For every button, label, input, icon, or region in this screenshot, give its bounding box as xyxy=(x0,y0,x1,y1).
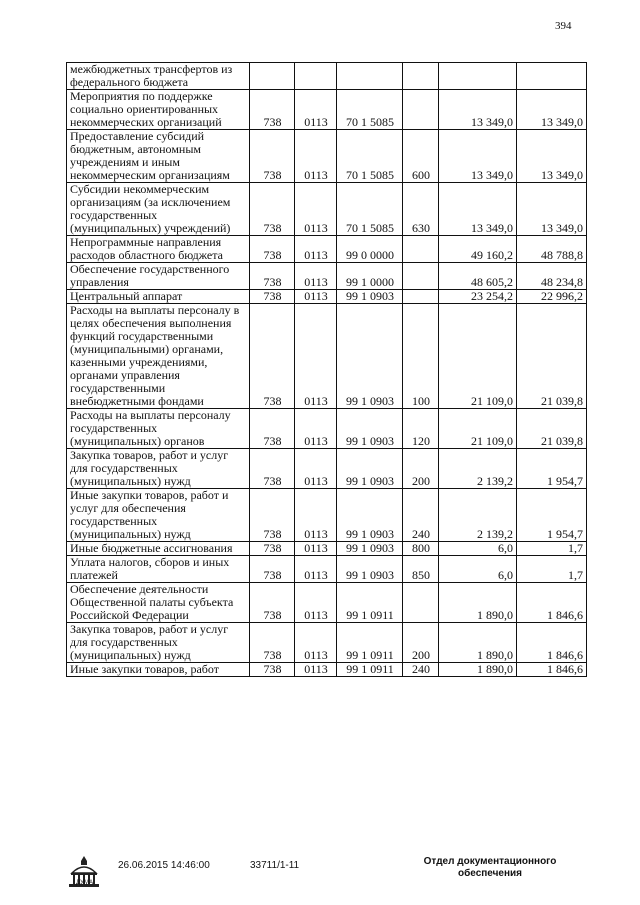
table-row xyxy=(67,409,587,449)
cell-csr xyxy=(337,63,403,90)
cell-sum-2015: 13 349,0 xyxy=(439,183,517,236)
cell-sum-2016: 48 234,8 xyxy=(517,263,587,290)
table-row xyxy=(67,304,587,409)
cell-ved: 738 xyxy=(250,449,295,489)
cell-vr xyxy=(403,90,439,130)
cell-name: Непрограммные направления расходов областного бюджета xyxy=(67,236,250,263)
cell-ved: 738 xyxy=(250,183,295,236)
cell-sum-2015: 1 890,0 xyxy=(439,663,517,677)
cell-ved: 738 xyxy=(250,263,295,290)
cell-csr: 99 1 0000 xyxy=(337,263,403,290)
cell-csr: 70 1 5085 xyxy=(337,130,403,183)
cell-vr: 850 xyxy=(403,556,439,583)
table-row xyxy=(67,542,587,556)
cell-sum-2015: 23 254,2 xyxy=(439,290,517,304)
duma-logo-icon xyxy=(64,853,104,893)
cell-ved: 738 xyxy=(250,556,295,583)
cell-name: Центральный аппарат xyxy=(67,290,250,304)
cell-sum-2016: 1 846,6 xyxy=(517,663,587,677)
cell-name: межбюджетных трансфертов из федерального бюджета xyxy=(67,63,250,90)
cell-rz: 0113 xyxy=(295,263,337,290)
cell-vr xyxy=(403,583,439,623)
cell-name: Обеспечение государственного управления xyxy=(67,263,250,290)
cell-sum-2015: 49 160,2 xyxy=(439,236,517,263)
cell-ved: 738 xyxy=(250,409,295,449)
cell-sum-2015: 21 109,0 xyxy=(439,409,517,449)
cell-vr xyxy=(403,236,439,263)
table-row xyxy=(67,556,587,583)
logo-caption: ДУМА xyxy=(76,880,93,886)
cell-sum-2016: 21 039,8 xyxy=(517,409,587,449)
cell-name: Закупка товаров, работ и услуг для государственных (муниципальных) нужд xyxy=(67,623,250,663)
cell-sum-2015: 13 349,0 xyxy=(439,130,517,183)
cell-sum-2016: 1 954,7 xyxy=(517,449,587,489)
footer-date: 26.06.2015 14:46:00 xyxy=(118,860,210,871)
cell-name: Иные закупки товаров, работ и услуг для обеспечения государственных (муниципальных) нужд xyxy=(67,489,250,542)
cell-rz: 0113 xyxy=(295,489,337,542)
cell-rz: 0113 xyxy=(295,183,337,236)
cell-sum-2015: 21 109,0 xyxy=(439,304,517,409)
cell-sum-2015 xyxy=(439,63,517,90)
cell-name: Иные закупки товаров, работ xyxy=(67,663,250,677)
cell-rz: 0113 xyxy=(295,290,337,304)
table-row xyxy=(67,63,587,90)
cell-sum-2016: 1 846,6 xyxy=(517,583,587,623)
cell-csr: 99 1 0903 xyxy=(337,409,403,449)
cell-sum-2016 xyxy=(517,63,587,90)
cell-sum-2016: 48 788,8 xyxy=(517,236,587,263)
cell-vr: 630 xyxy=(403,183,439,236)
table-row xyxy=(67,623,587,663)
cell-sum-2015: 1 890,0 xyxy=(439,583,517,623)
cell-vr xyxy=(403,63,439,90)
cell-ved: 738 xyxy=(250,623,295,663)
table-row xyxy=(67,130,587,183)
cell-ved: 738 xyxy=(250,304,295,409)
cell-csr: 70 1 5085 xyxy=(337,90,403,130)
cell-ved: 738 xyxy=(250,489,295,542)
cell-sum-2016: 1,7 xyxy=(517,556,587,583)
cell-name: Иные бюджетные ассигнования xyxy=(67,542,250,556)
table-row xyxy=(67,663,587,677)
cell-rz: 0113 xyxy=(295,304,337,409)
cell-rz: 0113 xyxy=(295,449,337,489)
budget-table xyxy=(66,62,587,677)
cell-csr: 99 1 0903 xyxy=(337,449,403,489)
cell-rz: 0113 xyxy=(295,130,337,183)
cell-sum-2016: 1 846,6 xyxy=(517,623,587,663)
cell-ved: 738 xyxy=(250,290,295,304)
cell-name: Мероприятия по поддержке социально ориентированных некоммерческих организаций xyxy=(67,90,250,130)
cell-sum-2015: 6,0 xyxy=(439,556,517,583)
table-row xyxy=(67,290,587,304)
cell-vr xyxy=(403,263,439,290)
cell-vr: 120 xyxy=(403,409,439,449)
cell-sum-2016: 22 996,2 xyxy=(517,290,587,304)
cell-ved: 738 xyxy=(250,542,295,556)
cell-ved: 738 xyxy=(250,583,295,623)
cell-rz xyxy=(295,63,337,90)
cell-vr: 100 xyxy=(403,304,439,409)
cell-ved: 738 xyxy=(250,130,295,183)
cell-sum-2015: 2 139,2 xyxy=(439,489,517,542)
cell-vr: 240 xyxy=(403,663,439,677)
cell-csr: 99 1 0911 xyxy=(337,623,403,663)
cell-vr: 200 xyxy=(403,623,439,663)
table-row xyxy=(67,489,587,542)
cell-name: Предоставление субсидий бюджетным, автономным учреждениям и иным некоммерческим организациям xyxy=(67,130,250,183)
cell-rz: 0113 xyxy=(295,556,337,583)
cell-rz: 0113 xyxy=(295,90,337,130)
cell-vr: 800 xyxy=(403,542,439,556)
cell-rz: 0113 xyxy=(295,583,337,623)
cell-rz: 0113 xyxy=(295,409,337,449)
cell-csr: 99 1 0903 xyxy=(337,290,403,304)
cell-sum-2015: 48 605,2 xyxy=(439,263,517,290)
cell-ved xyxy=(250,63,295,90)
cell-vr xyxy=(403,290,439,304)
cell-name: Расходы на выплаты персоналу в целях обеспечения выполнения функций государственными (муниципальными) органами, казенными учреждениями, органами управления государственными внебюджетными фондами xyxy=(67,304,250,409)
cell-name: Субсидии некоммерческим организациям (за исключением государственных (муниципальных) учреждений) xyxy=(67,183,250,236)
cell-sum-2016: 13 349,0 xyxy=(517,90,587,130)
cell-vr: 600 xyxy=(403,130,439,183)
cell-sum-2016: 21 039,8 xyxy=(517,304,587,409)
cell-sum-2016: 13 349,0 xyxy=(517,130,587,183)
cell-rz: 0113 xyxy=(295,663,337,677)
cell-sum-2015: 6,0 xyxy=(439,542,517,556)
cell-csr: 99 1 0903 xyxy=(337,556,403,583)
cell-csr: 70 1 5085 xyxy=(337,183,403,236)
footer-doc-number: 33711/1-11 xyxy=(250,860,300,871)
cell-ved: 738 xyxy=(250,90,295,130)
cell-name: Закупка товаров, работ и услуг для государственных (муниципальных) нужд xyxy=(67,449,250,489)
cell-csr: 99 1 0903 xyxy=(337,304,403,409)
cell-csr: 99 0 0000 xyxy=(337,236,403,263)
table-row xyxy=(67,90,587,130)
table-row xyxy=(67,236,587,263)
cell-name: Расходы на выплаты персоналу государственных (муниципальных) органов xyxy=(67,409,250,449)
cell-vr: 240 xyxy=(403,489,439,542)
cell-sum-2015: 1 890,0 xyxy=(439,623,517,663)
cell-sum-2016: 13 349,0 xyxy=(517,183,587,236)
cell-csr: 99 1 0903 xyxy=(337,542,403,556)
cell-sum-2015: 2 139,2 xyxy=(439,449,517,489)
cell-csr: 99 1 0911 xyxy=(337,663,403,677)
cell-name: Обеспечение деятельности Общественной палаты субъекта Российской Федерации xyxy=(67,583,250,623)
cell-vr: 200 xyxy=(403,449,439,489)
table-row xyxy=(67,183,587,236)
table-row xyxy=(67,263,587,290)
footer-department: Отдел документационного обеспечения xyxy=(423,856,557,879)
cell-csr: 99 1 0903 xyxy=(337,489,403,542)
cell-sum-2015: 13 349,0 xyxy=(439,90,517,130)
cell-sum-2016: 1 954,7 xyxy=(517,489,587,542)
cell-ved: 738 xyxy=(250,663,295,677)
cell-sum-2016: 1,7 xyxy=(517,542,587,556)
cell-ved: 738 xyxy=(250,236,295,263)
cell-csr: 99 1 0911 xyxy=(337,583,403,623)
page-number: 394 xyxy=(555,20,572,32)
cell-rz: 0113 xyxy=(295,623,337,663)
cell-rz: 0113 xyxy=(295,542,337,556)
table-row xyxy=(67,583,587,623)
cell-rz: 0113 xyxy=(295,236,337,263)
table-row xyxy=(67,449,587,489)
cell-name: Уплата налогов, сборов и иных платежей xyxy=(67,556,250,583)
